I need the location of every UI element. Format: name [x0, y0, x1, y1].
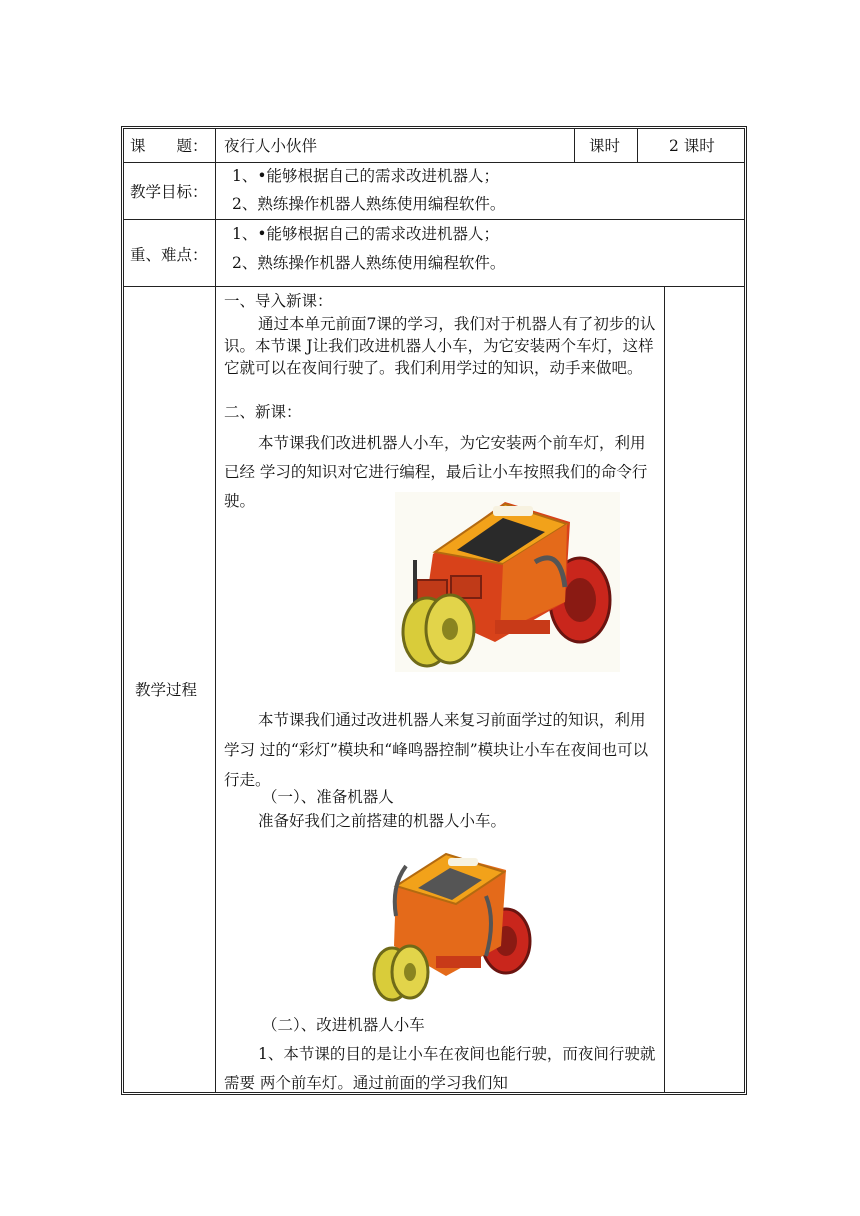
robot-car-image [366, 846, 536, 1006]
period-value-divider [637, 128, 638, 162]
topic-value: 夜行人小伙伴 [224, 137, 318, 155]
new-lesson-heading: 二、新课： [224, 403, 302, 421]
period-label-divider [574, 128, 575, 162]
period-value: 2 课时 [669, 137, 715, 155]
process-label: 教学过程 [135, 681, 198, 699]
notes-column-divider [664, 286, 665, 1093]
label-column-divider [215, 128, 216, 1093]
keypoint-item: 1、•能够根据自己的需求改进机器人； [232, 225, 500, 243]
keypoint-item: 2、熟练操作机器人熟练使用编程软件。 [232, 254, 506, 272]
step2-heading: （二）、改进机器人小车 [262, 1016, 425, 1034]
intro-heading: 一、导入新课： [224, 292, 333, 310]
period-label: 课时 [589, 137, 621, 155]
new-lesson-paragraph: 本节课我们改进机器人小车，为它安装两个前车灯，利用已经 学习的知识对它进行编程，最后让小车按照我们的命令行驶。 [224, 434, 648, 510]
robot-car-with-headlights-image [395, 492, 620, 672]
goals-label: 教学目标： [130, 183, 208, 201]
intro-paragraph: 通过本单元前面7课的学习，我们对于机器人有了初步的认识。本节课 J让我们改进机器人小车，为它安装两个车灯，这样它就可以在夜间行驶了。我们利用学过的知识，动手来做吧。 [224, 315, 656, 377]
keypoints-label: 重、难点： [130, 246, 208, 264]
step1-heading: （一）、准备机器人 [262, 788, 394, 806]
goal-item: 2、熟练操作机器人熟练使用编程软件。 [232, 195, 506, 213]
row-divider-keypoints [123, 286, 745, 287]
goal-item: 1、•能够根据自己的需求改进机器人； [232, 167, 500, 185]
row-divider-header [123, 162, 745, 163]
step1-text: 准备好我们之前搭建的机器人小车。 [258, 812, 507, 830]
row-divider-goals [123, 219, 745, 220]
topic-label: 课 题： [130, 137, 208, 155]
review-paragraph: 本节课我们通过改进机器人来复习前面学过的知识，利用学习 过的“彩灯”模块和“峰鸣器控制”模块让小车在夜间也可以行走。 [224, 711, 649, 789]
step2-paragraph: 1、本节课的目的是让小车在夜间也能行驶，而夜间行驶就需要 两个前车灯。通过前面的学习我们知 [224, 1045, 656, 1092]
